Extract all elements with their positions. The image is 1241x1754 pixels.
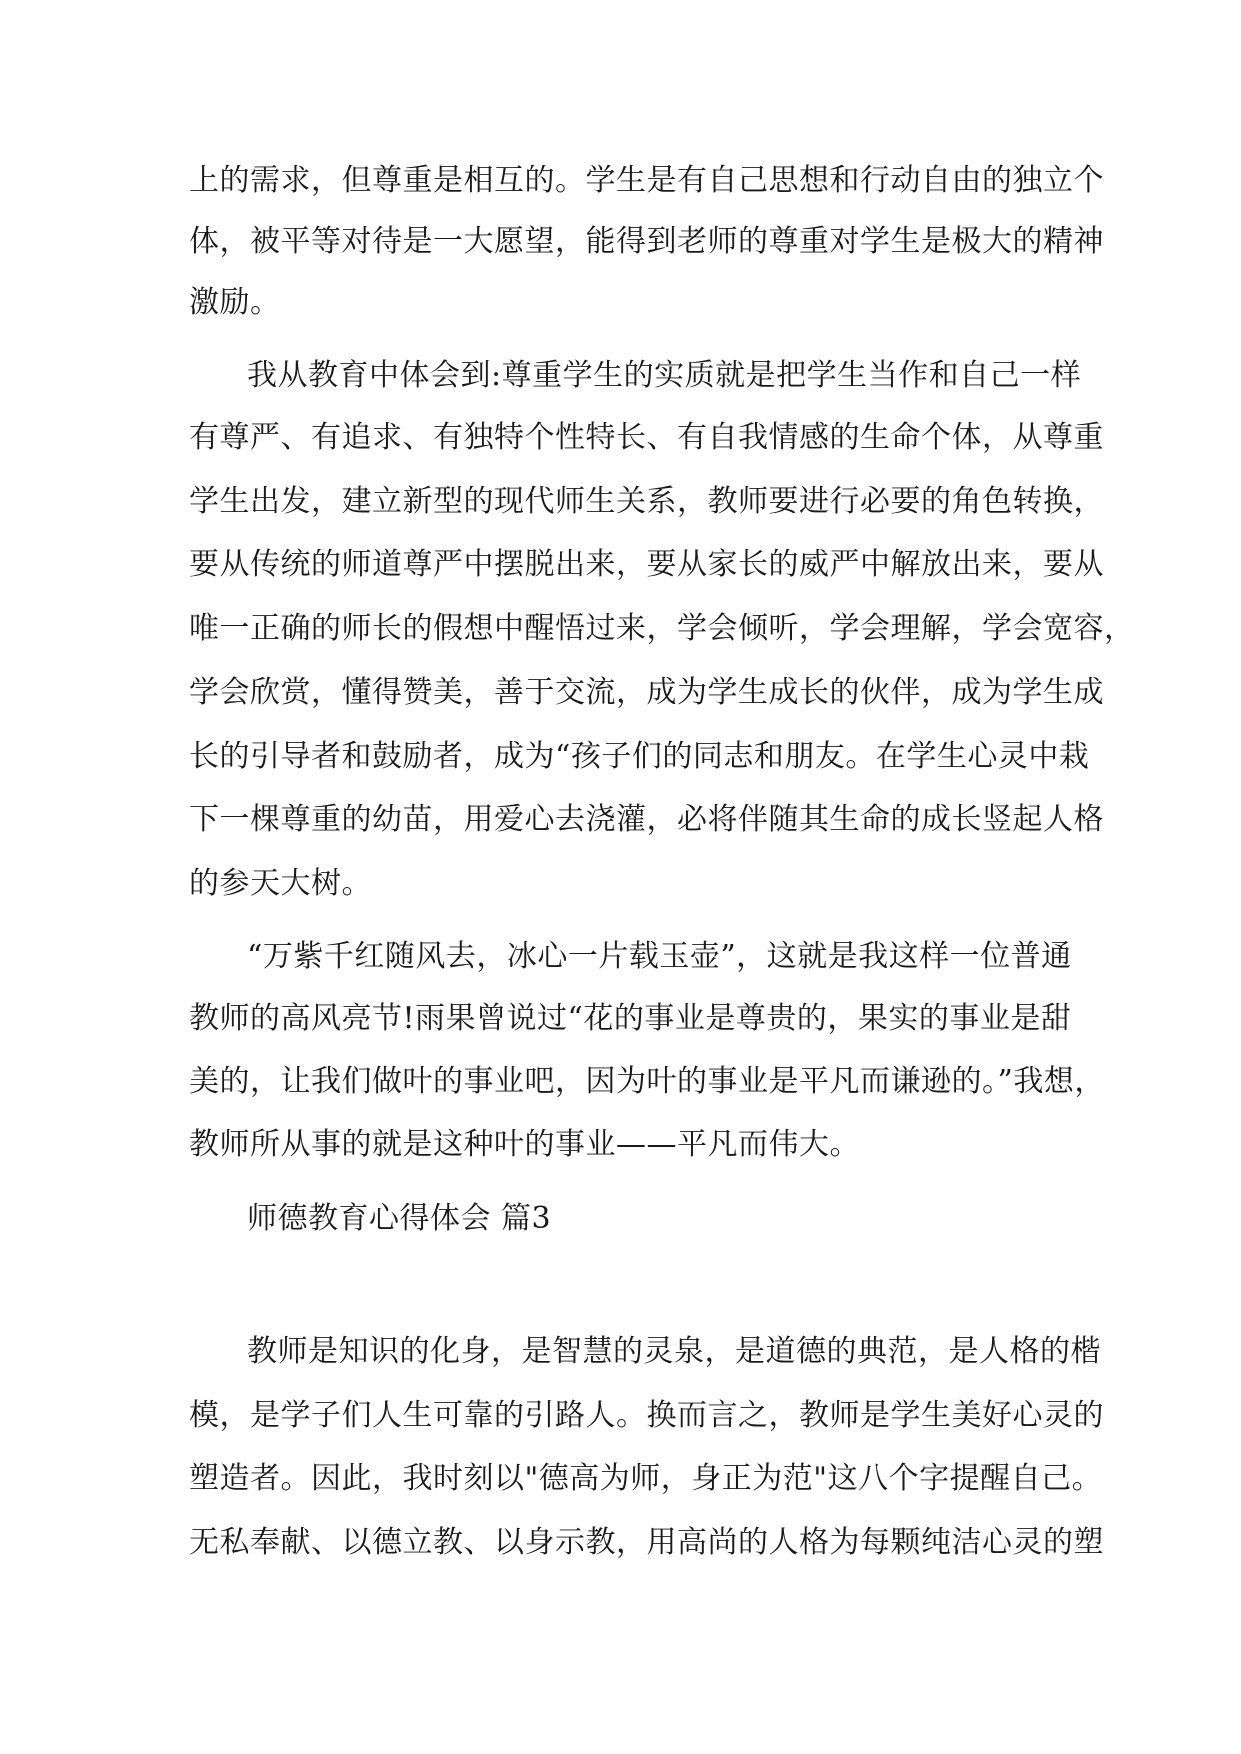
text-line: 的参天大树。	[189, 866, 372, 901]
text-line: 要从传统的师道尊严中摆脱出来，要从家长的威严中解放出来，要从	[189, 547, 1104, 582]
text-line: 激励。	[189, 285, 281, 320]
text-line: 体，被平等对待是一大愿望，能得到老师的尊重对学生是极大的精神	[189, 224, 1104, 259]
text-line: 教师所从事的就是这种叶的事业——平凡而伟大。	[189, 1127, 860, 1162]
text-line: 我从教育中体会到:尊重学生的实质就是把学生当作和自己一样	[247, 358, 1082, 393]
text-line: 教师的高风亮节!雨果曾说过“花的事业是尊贵的，果实的事业是甜	[189, 1001, 1072, 1036]
text-line: 塑造者。因此，我时刻以"德高为师，身正为范"这八个字提醒自己。	[189, 1461, 1103, 1496]
text-line: 长的引导者和鼓励者，成为“孩子们的同志和朋友。在学生心灵中栽	[189, 739, 1090, 774]
text-line: 美的，让我们做叶的事业吧，因为叶的事业是平凡而谦逊的。”我想，	[189, 1064, 1105, 1099]
text-line: 有尊严、有追求、有独特个性特长、有自我情感的生命个体，从尊重	[189, 420, 1104, 455]
section-heading: 师德教育心得体会 篇3	[247, 1201, 552, 1236]
text-line: 学会欣赏，懂得赞美，善于交流，成为学生成长的伙伴，成为学生成	[189, 675, 1104, 710]
text-line: 上的需求，但尊重是相互的。学生是有自己思想和行动自由的独立个	[189, 163, 1104, 198]
text-line: “万紫千红随风去，冰心一片载玉壶”，这就是我这样一位普通	[247, 939, 1072, 974]
text-line: 教师是知识的化身，是智慧的灵泉，是道德的典范，是人格的楷	[247, 1334, 1101, 1369]
text-line: 下一棵尊重的幼苗，用爱心去浇灌，必将伴随其生命的成长竖起人格	[189, 802, 1104, 837]
text-line: 无私奉献、以德立教、以身示教，用高尚的人格为每颗纯洁心灵的塑	[189, 1525, 1104, 1560]
text-line: 学生出发，建立新型的现代师生关系，教师要进行必要的角色转换，	[189, 484, 1104, 519]
text-line: 模，是学子们人生可靠的引路人。换而言之，教师是学生美好心灵的	[189, 1398, 1104, 1433]
text-line: 唯一正确的师长的假想中醒悟过来，学会倾听，学会理解，学会宽容，	[189, 611, 1135, 646]
